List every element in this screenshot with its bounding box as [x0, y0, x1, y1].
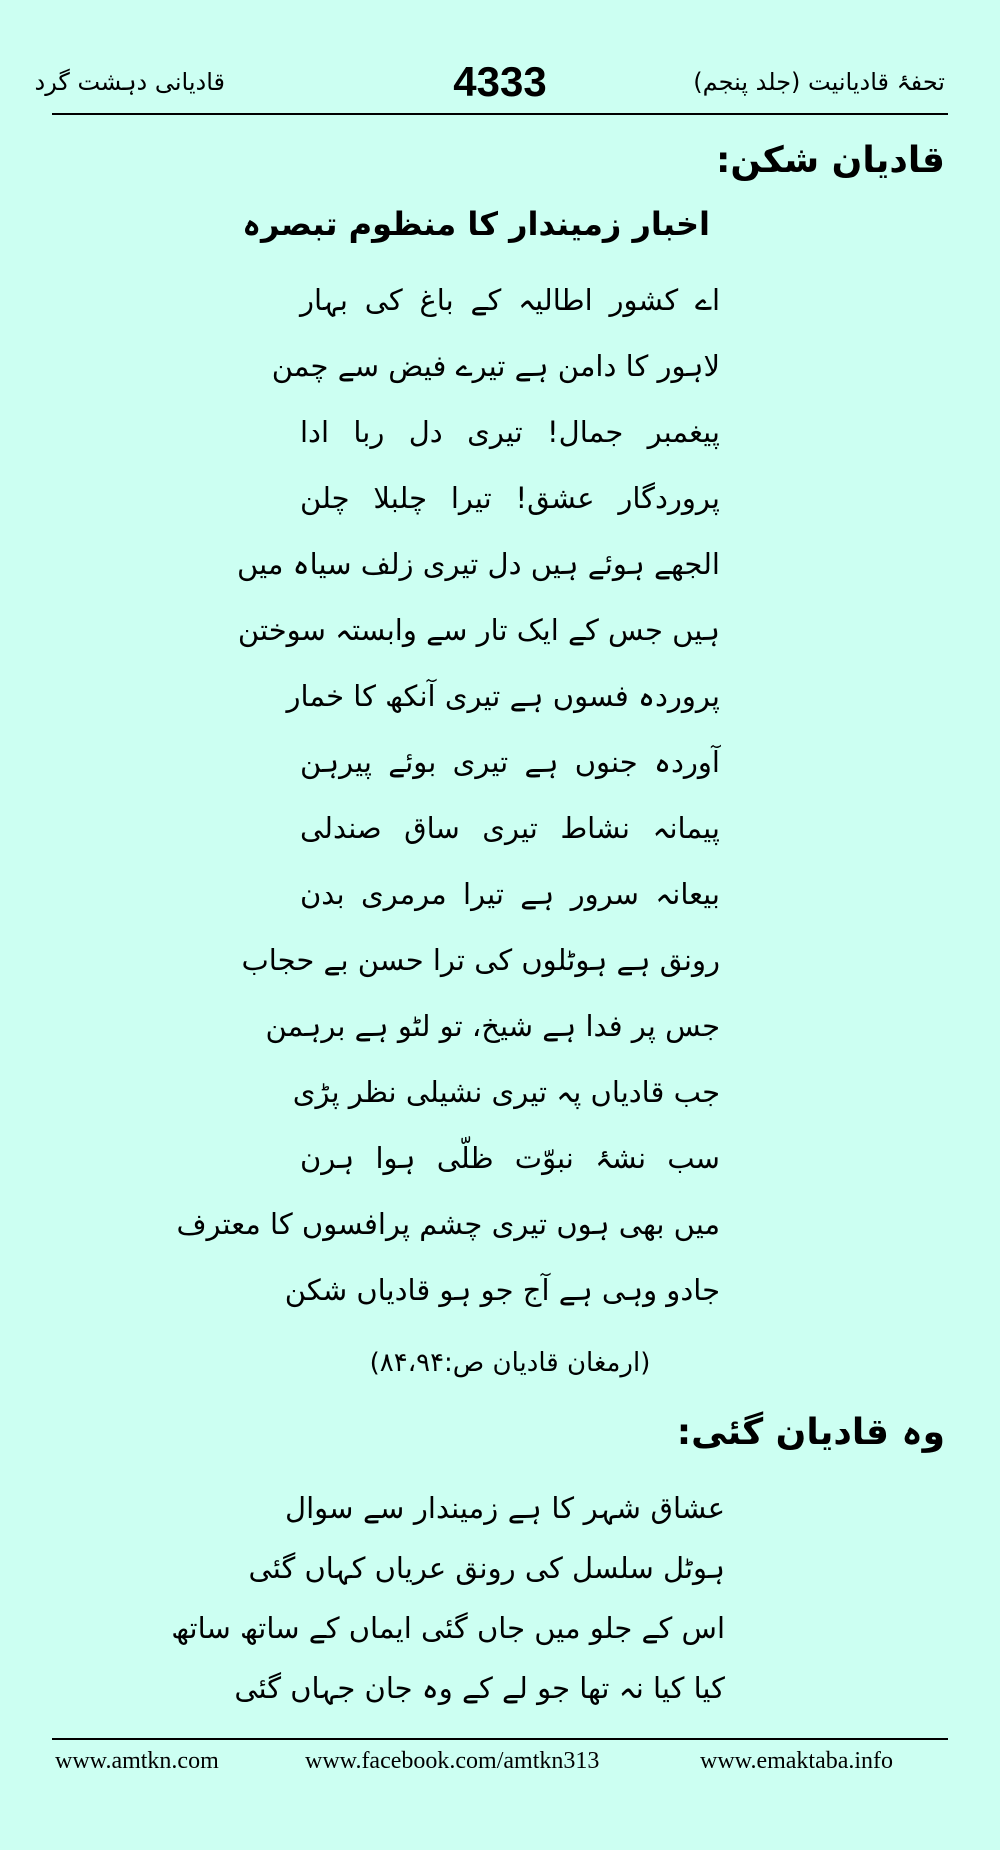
section-heading-qadiyan-shikan: قادیان شکن:: [716, 140, 945, 181]
verse-line: اس کے جلو میں جاں گئی ایماں کے ساتھ ساتھ: [171, 1611, 725, 1645]
verse-line: جب قادیاں پہ تیری نشیلی نظر پڑی: [292, 1075, 720, 1109]
verse-line: آوردہ جنوں ہے تیری بوئے پیرہن: [300, 745, 720, 779]
verse-line: جادو وہی ہے آج جو ہو قادیاں شکن: [284, 1273, 720, 1307]
verse-line: ہیں جس کے ایک تار سے وابستہ سوختن: [237, 613, 720, 647]
verse-line: ہوٹل سلسل کی رونق عریاں کہاں گئی: [248, 1551, 725, 1585]
section-heading-wo-qadiyan-gayi: وہ قادیان گئی:: [676, 1412, 945, 1453]
verse-line: میں بھی ہوں تیری چشم پرافسوں کا معترف: [176, 1207, 720, 1241]
footer-link-facebook[interactable]: www.facebook.com/amtkn313: [305, 1748, 600, 1774]
verse-line: الجھے ہوئے ہیں دل تیری زلف سیاہ میں: [237, 547, 720, 581]
verse-line: اے کشور اطالیہ کے باغ کی بہار: [300, 283, 720, 317]
verse-line: پیغمبر جمال! تیری دل ربا ادا: [300, 415, 720, 449]
verse-line: رونق ہے ہوٹلوں کی ترا حسن بے حجاب: [241, 943, 720, 977]
running-header-right: تحفۂ قادیانیت (جلد پنجم): [693, 68, 945, 96]
header-divider: [52, 113, 948, 115]
poem-title: اخبار زمیندار کا منظوم تبصرہ: [242, 205, 710, 243]
verse-line: پیمانہ نشاط تیری ساق صندلی: [300, 811, 720, 845]
citation: (ارمغان قادیان ص:۸۴،۹۴): [369, 1348, 651, 1378]
verse-line: کیا کیا نہ تھا جو لے کے وہ جان جہاں گئی: [234, 1671, 725, 1705]
verse-line: جس پر فدا ہے شیخ، تو لٹو ہے برہمن: [265, 1009, 720, 1043]
verse-line: عشاق شہر کا ہے زمیندار سے سوال: [285, 1491, 725, 1525]
footer-link-emaktaba[interactable]: www.emaktaba.info: [700, 1748, 894, 1774]
footer-divider: [52, 1738, 948, 1740]
running-header-left: قادیانی دہشت گرد: [34, 68, 225, 96]
verse-line: پروردگار عشق! تیرا چلبلا چلن: [300, 481, 720, 515]
verse-line: پروردہ فسوں ہے تیری آنکھ کا خمار: [286, 679, 720, 713]
page-number: 4333: [453, 58, 547, 105]
footer-link-amtkn[interactable]: www.amtkn.com: [55, 1748, 219, 1774]
verse-line: لاہور کا دامن ہے تیرے فیض سے چمن: [271, 349, 720, 383]
verse-line: سب نشۂ نبوّت ظلّی ہوا ہرن: [300, 1141, 720, 1175]
verse-line: بیعانہ سرور ہے تیرا مرمری بدن: [300, 877, 720, 911]
